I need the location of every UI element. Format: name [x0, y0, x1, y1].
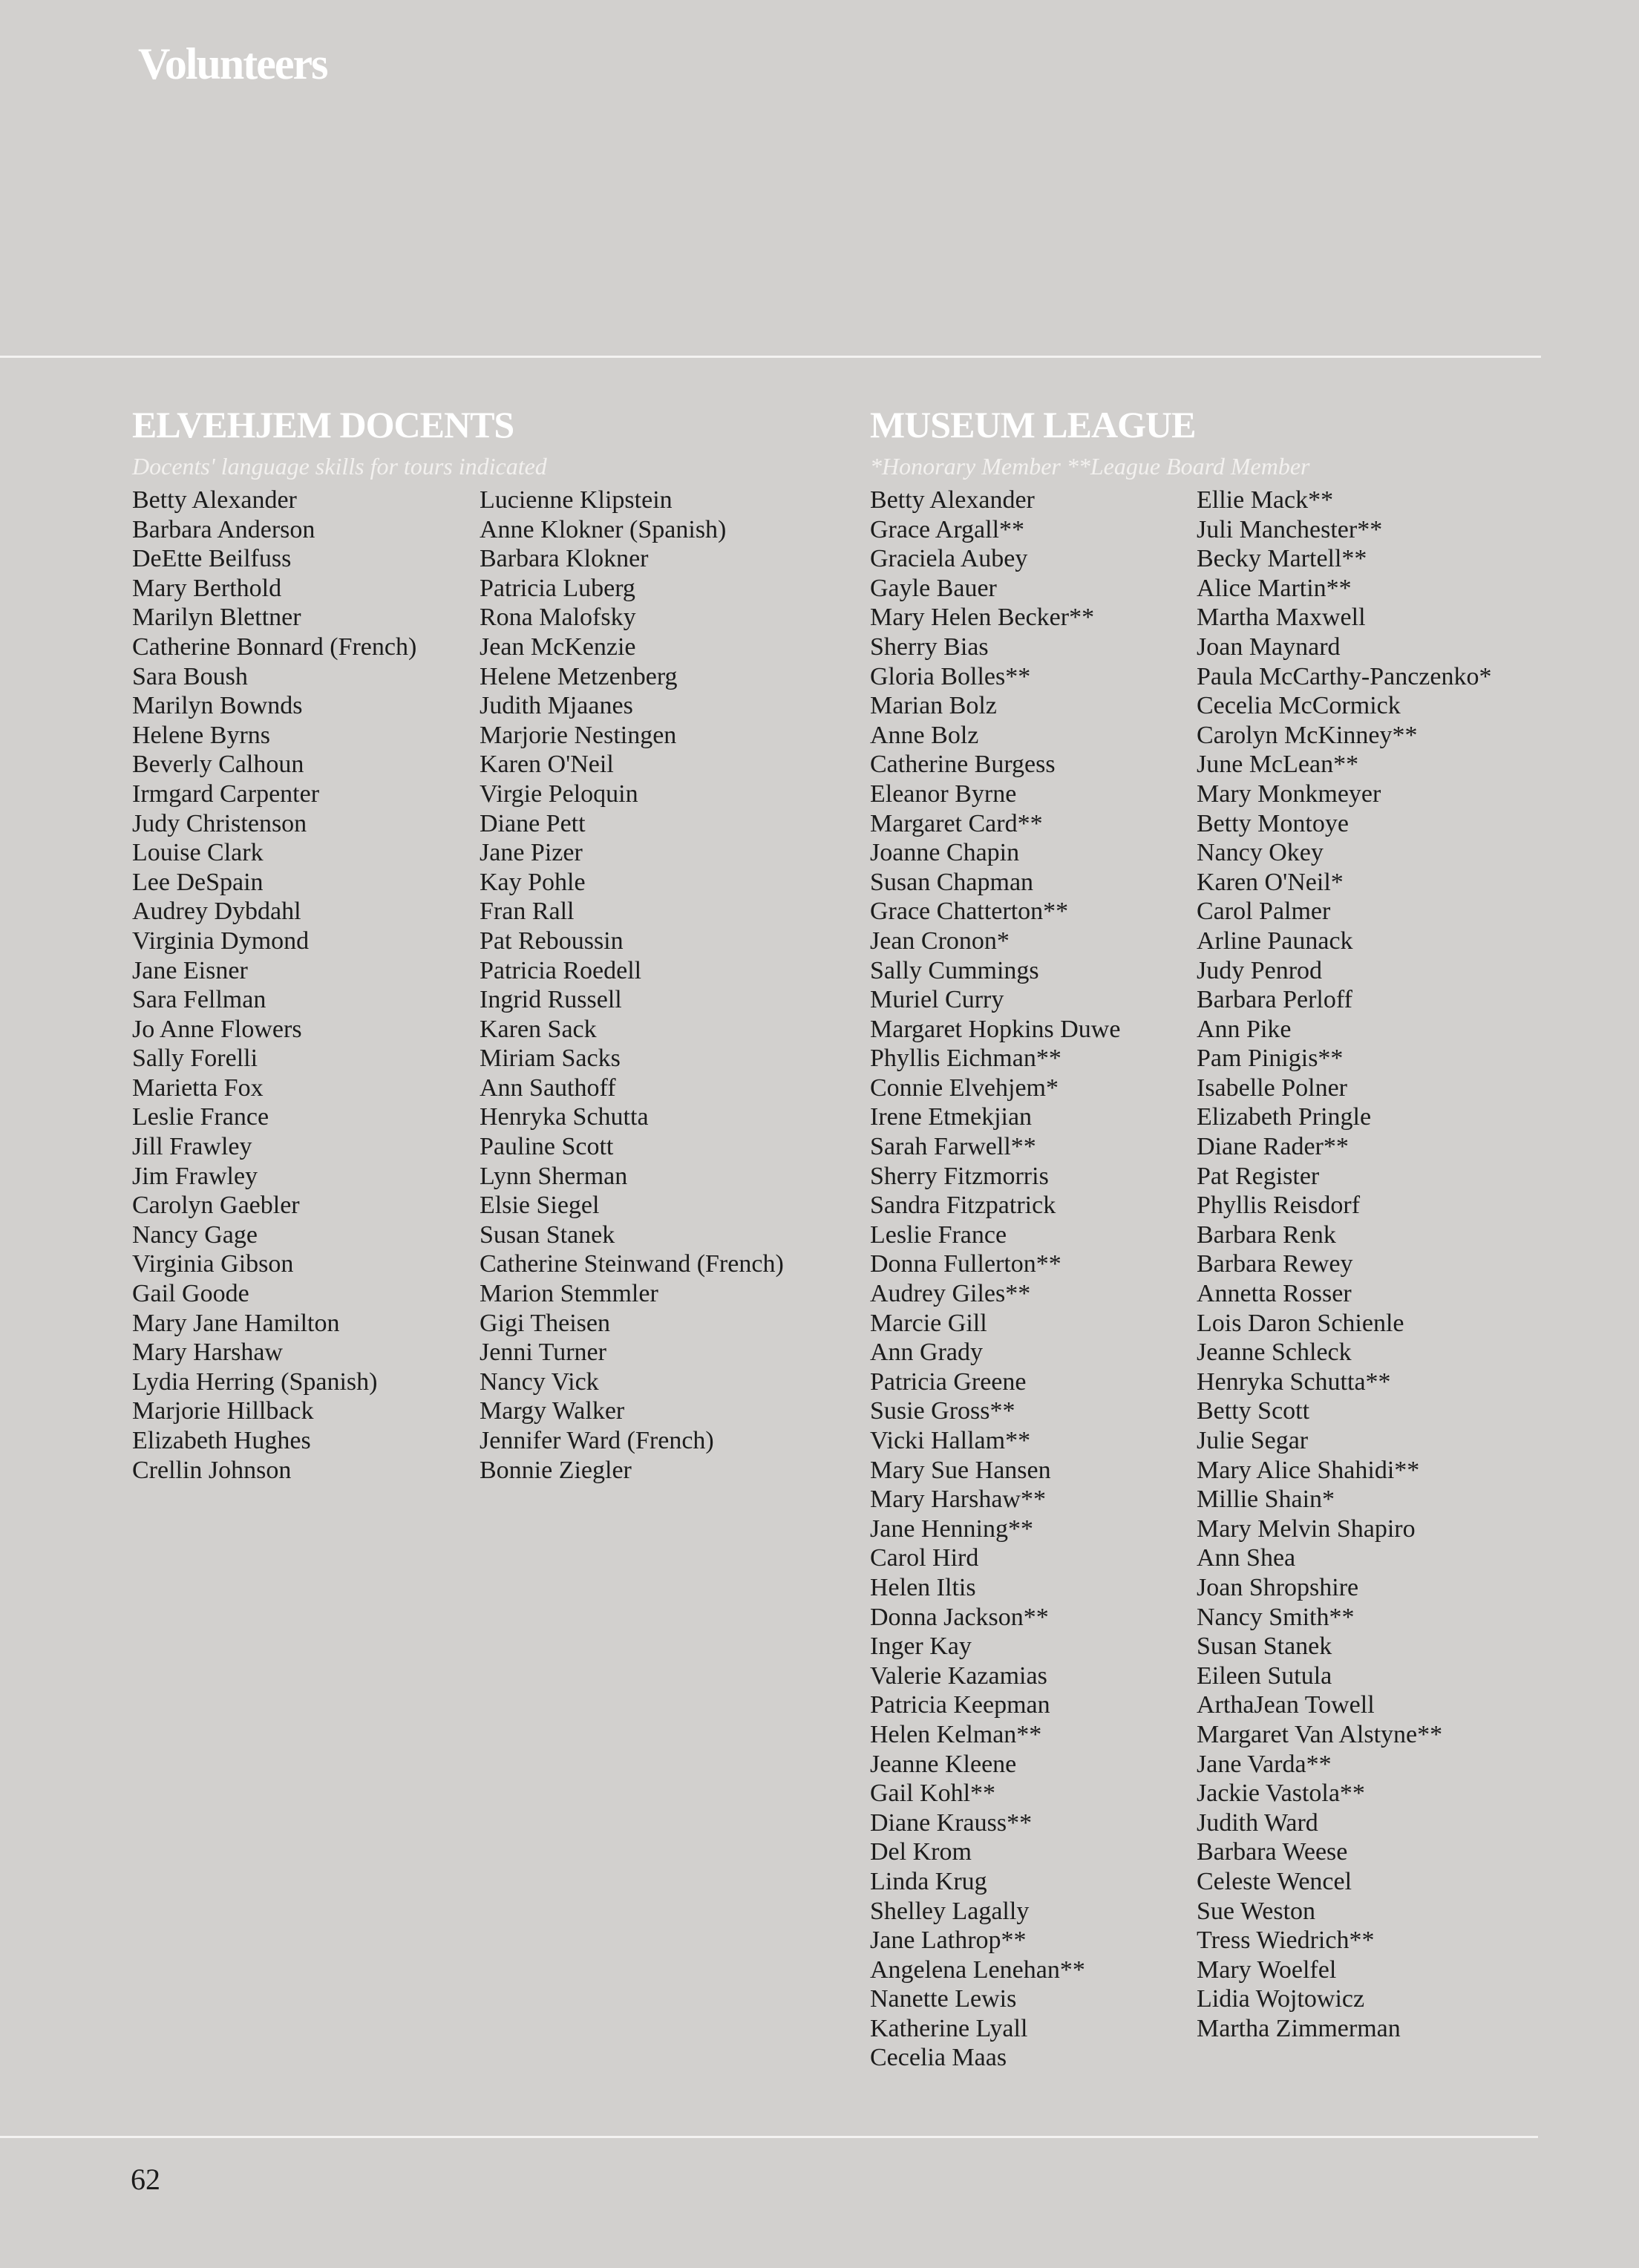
list-item: Phyllis Eichman**	[870, 1045, 1061, 1073]
list-item: Jane Henning**	[870, 1514, 1034, 1543]
list-item: Joan Shropshire	[1197, 1573, 1359, 1601]
list-item: Patricia Greene	[870, 1367, 1027, 1396]
list-item: Muriel Curry	[870, 986, 1004, 1014]
list-item: Mary Woelfel	[1197, 1955, 1337, 1984]
list-item: Julie Segar	[1197, 1427, 1309, 1454]
list-item: Eleanor Byrne	[870, 780, 1017, 808]
list-item: Gloria Bolles**	[870, 662, 1031, 690]
list-item: Marietta Fox	[132, 1073, 264, 1102]
list-item: Karen Sack	[480, 1015, 597, 1043]
list-item: Carolyn Gaebler	[132, 1192, 300, 1220]
list-item: Susie Gross**	[870, 1397, 1015, 1425]
list-item: DeEtte Beilfuss	[132, 545, 292, 573]
list-item: Marjorie Hillback	[132, 1397, 314, 1425]
list-item: Donna Fullerton**	[870, 1250, 1061, 1278]
list-item: Linda Krug	[870, 1867, 987, 1895]
page-number: 62	[131, 2163, 160, 2196]
list-item: Anne Klokner (Spanish)	[480, 515, 727, 543]
list-item: Annetta Rosser	[1197, 1280, 1352, 1308]
list-item: Gayle Bauer	[870, 574, 997, 602]
list-item: Del Krom	[870, 1838, 972, 1866]
list-item: Grace Chatterton**	[870, 898, 1069, 926]
list-item: Gigi Theisen	[480, 1309, 610, 1337]
list-item: Grace Argall**	[870, 515, 1025, 543]
list-item: Ann Pike	[1197, 1015, 1292, 1043]
list-item: Beverly Calhoun	[132, 751, 304, 779]
list-item: Virginia Gibson	[132, 1250, 294, 1278]
list-item: Lidia Wojtowicz	[1197, 1985, 1365, 2013]
list-item: Audrey Giles**	[870, 1280, 1031, 1308]
list-item: Judy Penrod	[1197, 956, 1323, 984]
list-item: Mary Jane Hamilton	[132, 1309, 340, 1337]
list-item: Ann Sauthoff	[480, 1073, 616, 1102]
list-item: Miriam Sacks	[480, 1045, 621, 1073]
list-item: Rona Malofsky	[480, 604, 636, 632]
list-item: Vicki Hallam**	[870, 1427, 1031, 1454]
list-item: Valerie Kazamias	[870, 1661, 1047, 1690]
list-item: Judith Ward	[1197, 1808, 1318, 1837]
list-item: Marjorie Nestingen	[480, 721, 677, 749]
list-item: Helene Metzenberg	[480, 662, 678, 690]
list-item: Betty Alexander	[132, 486, 297, 514]
list-item: Cecelia McCormick	[1197, 692, 1401, 720]
list-item: Jim Frawley	[132, 1162, 258, 1190]
docents-note: Docents' language skills for tours indicated	[132, 453, 547, 480]
list-item: Virginia Dymond	[132, 927, 310, 955]
list-item: Jenni Turner	[480, 1339, 606, 1367]
list-item: Betty Alexander	[870, 486, 1035, 514]
list-item: Susan Stanek	[480, 1220, 615, 1249]
list-item: Betty Montoye	[1197, 809, 1349, 837]
museum-league-section	[870, 401, 1612, 2072]
list-item: Jean McKenzie	[480, 633, 636, 661]
list-item: Pam Pinigis**	[1197, 1045, 1344, 1073]
list-item: Barbara Renk	[1197, 1220, 1336, 1249]
list-item: Sandra Fitzpatrick	[870, 1192, 1056, 1220]
list-item: ArthaJean Towell	[1197, 1691, 1375, 1719]
list-item: Connie Elvehjem*	[870, 1073, 1059, 1102]
list-item: Jill Frawley	[132, 1133, 252, 1161]
list-item: Marcie Gill	[870, 1309, 987, 1337]
list-item: Pat Reboussin	[480, 927, 624, 955]
list-item: Marilyn Blettner	[132, 604, 301, 632]
docents-list-column-1	[132, 486, 416, 1485]
list-item: Millie Shain*	[1197, 1486, 1335, 1514]
list-item: Becky Martell**	[1197, 545, 1367, 573]
list-item: Helen Iltis	[870, 1573, 976, 1601]
list-item: Irene Etmekjian	[870, 1103, 1033, 1131]
list-item: Crellin Johnson	[132, 1456, 292, 1484]
list-item: Pat Register	[1197, 1162, 1320, 1190]
list-item: Angelena Lenehan**	[870, 1955, 1085, 1984]
list-item: Celeste Wencel	[1197, 1867, 1352, 1895]
list-item: June McLean**	[1197, 751, 1359, 779]
list-item: Virgie Peloquin	[480, 780, 638, 808]
list-item: Sara Boush	[132, 662, 248, 690]
list-item: Lee DeSpain	[132, 868, 264, 896]
list-item: Judith Mjaanes	[480, 692, 633, 720]
list-item: Helene Byrns	[132, 721, 271, 749]
list-item: Patricia Luberg	[480, 574, 635, 602]
list-item: Mary Melvin Shapiro	[1197, 1514, 1416, 1543]
list-item: Carol Palmer	[1197, 898, 1331, 926]
list-item: Lydia Herring (Spanish)	[132, 1367, 378, 1396]
list-item: Diane Rader**	[1197, 1133, 1349, 1161]
league-list-column-2	[1197, 486, 1492, 2043]
list-item: Karen O'Neil*	[1197, 868, 1344, 896]
list-item: Sherry Fitzmorris	[870, 1162, 1049, 1190]
museum-league-title: MUSEUM LEAGUE	[870, 404, 1196, 445]
list-item: Elizabeth Hughes	[132, 1427, 311, 1454]
list-item: Leslie France	[132, 1103, 269, 1131]
list-item: Marion Stemmler	[480, 1280, 658, 1308]
list-item: Barbara Klokner	[480, 545, 649, 573]
list-item: Marilyn Bownds	[132, 692, 303, 720]
list-item: Carolyn McKinney**	[1197, 721, 1418, 749]
list-item: Shelley Lagally	[870, 1897, 1030, 1925]
list-item: Cecelia Maas	[870, 2044, 1007, 2072]
list-item: Catherine Steinwand (French)	[480, 1250, 784, 1278]
list-item: Patricia Roedell	[480, 956, 642, 984]
list-item: Sally Cummings	[870, 956, 1039, 984]
list-item: Jeanne Kleene	[870, 1750, 1017, 1778]
list-item: Lois Daron Schienle	[1197, 1309, 1404, 1337]
list-item: Elsie Siegel	[480, 1192, 600, 1220]
list-item: Barbara Perloff	[1197, 986, 1352, 1014]
list-item: Alice Martin**	[1197, 574, 1352, 602]
docents-list-column-2	[480, 486, 784, 1485]
list-item: Isabelle Polner	[1197, 1073, 1347, 1102]
bottom-divider	[0, 2136, 1538, 2138]
list-item: Kay Pohle	[480, 868, 586, 896]
list-item: Betty Scott	[1197, 1397, 1310, 1425]
list-item: Lynn Sherman	[480, 1162, 628, 1190]
list-item: Martha Zimmerman	[1197, 2014, 1401, 2042]
list-item: Henryka Schutta**	[1197, 1367, 1391, 1396]
list-item: Jane Varda**	[1197, 1750, 1332, 1778]
list-item: Catherine Burgess	[870, 751, 1056, 779]
list-item: Mary Harshaw**	[870, 1486, 1046, 1514]
list-item: Margy Walker	[480, 1397, 625, 1425]
list-item: Ingrid Russell	[480, 986, 622, 1014]
list-item: Jo Anne Flowers	[132, 1015, 302, 1043]
page-title: Volunteers	[138, 39, 327, 88]
list-item: Sherry Bias	[870, 633, 989, 661]
list-item: Mary Berthold	[132, 574, 282, 602]
list-item: Catherine Bonnard (French)	[132, 633, 417, 661]
list-item: Jeanne Schleck	[1197, 1339, 1352, 1367]
list-item: Karen O'Neil	[480, 751, 614, 779]
list-item: Henryka Schutta	[480, 1103, 649, 1131]
list-item: Susan Chapman	[870, 868, 1034, 896]
list-item: Margaret Card**	[870, 809, 1043, 837]
list-item: Mary Helen Becker**	[870, 604, 1095, 632]
docents-title: ELVEHJEM DOCENTS	[132, 404, 514, 445]
list-item: Diane Pett	[480, 809, 586, 837]
list-item: Audrey Dybdahl	[132, 898, 301, 926]
list-item: Jane Pizer	[480, 839, 583, 867]
list-item: Nancy Vick	[480, 1367, 599, 1396]
list-item: Juli Manchester**	[1197, 515, 1383, 543]
list-item: Donna Jackson**	[870, 1603, 1049, 1631]
list-item: Paula McCarthy-Panczenko*	[1197, 662, 1492, 690]
list-item: Patricia Keepman	[870, 1691, 1050, 1719]
list-item: Nanette Lewis	[870, 1985, 1017, 2013]
list-item: Katherine Lyall	[870, 2014, 1028, 2042]
list-item: Diane Krauss**	[870, 1808, 1033, 1837]
list-item: Anne Bolz	[870, 721, 979, 749]
list-item: Joanne Chapin	[870, 839, 1020, 867]
list-item: Helen Kelman**	[870, 1720, 1042, 1748]
list-item: Nancy Okey	[1197, 839, 1324, 867]
list-item: Judy Christenson	[132, 809, 307, 837]
list-item: Barbara Rewey	[1197, 1250, 1353, 1278]
list-item: Ann Shea	[1197, 1544, 1296, 1572]
list-item: Ann Grady	[870, 1339, 984, 1367]
list-item: Martha Maxwell	[1197, 604, 1366, 632]
list-item: Bonnie Ziegler	[480, 1456, 632, 1484]
list-item: Mary Monkmeyer	[1197, 780, 1381, 808]
list-item: Mary Sue Hansen	[870, 1456, 1051, 1484]
list-item: Fran Rall	[480, 898, 575, 926]
list-item: Tress Wiedrich**	[1197, 1927, 1375, 1955]
list-item: Phyllis Reisdorf	[1197, 1192, 1361, 1220]
list-item: Susan Stanek	[1197, 1633, 1332, 1661]
list-item: Marian Bolz	[870, 692, 997, 720]
list-item: Arline Paunack	[1197, 927, 1353, 955]
list-item: Jackie Vastola**	[1197, 1780, 1365, 1808]
list-item: Margaret Hopkins Duwe	[870, 1015, 1121, 1043]
list-item: Inger Kay	[870, 1633, 972, 1661]
top-divider	[0, 356, 1541, 358]
list-item: Jane Lathrop**	[870, 1927, 1027, 1955]
list-item: Jane Eisner	[132, 956, 248, 984]
list-item: Pauline Scott	[480, 1133, 614, 1161]
list-item: Louise Clark	[132, 839, 264, 867]
league-list-column-1	[870, 486, 1120, 2073]
list-item: Jennifer Ward (French)	[480, 1427, 714, 1454]
list-item: Lucienne Klipstein	[480, 486, 673, 514]
list-item: Sarah Farwell**	[870, 1133, 1036, 1161]
list-item: Barbara Anderson	[132, 515, 315, 543]
list-item: Margaret Van Alstyne**	[1197, 1720, 1443, 1748]
list-item: Sue Weston	[1197, 1897, 1316, 1925]
list-item: Sara Fellman	[132, 986, 266, 1014]
list-item: Carol Hird	[870, 1544, 979, 1572]
list-item: Nancy Smith**	[1197, 1603, 1355, 1631]
list-item: Leslie France	[870, 1220, 1007, 1249]
list-item: Joan Maynard	[1197, 633, 1341, 661]
list-item: Graciela Aubey	[870, 545, 1028, 573]
docents-section	[132, 401, 845, 1484]
list-item: Irmgard Carpenter	[132, 780, 320, 808]
list-item: Gail Goode	[132, 1280, 249, 1308]
list-item: Nancy Gage	[132, 1220, 258, 1249]
list-item: Gail Kohl**	[870, 1780, 996, 1808]
list-item: Sally Forelli	[132, 1045, 258, 1073]
list-item: Ellie Mack**	[1197, 486, 1334, 514]
list-item: Mary Harshaw	[132, 1339, 283, 1367]
list-item: Elizabeth Pringle	[1197, 1103, 1372, 1131]
list-item: Eileen Sutula	[1197, 1661, 1332, 1690]
list-item: Jean Cronon*	[870, 927, 1010, 955]
museum-league-note: *Honorary Member **League Board Member	[870, 453, 1310, 480]
list-item: Mary Alice Shahidi**	[1197, 1456, 1420, 1484]
list-item: Barbara Weese	[1197, 1838, 1348, 1866]
